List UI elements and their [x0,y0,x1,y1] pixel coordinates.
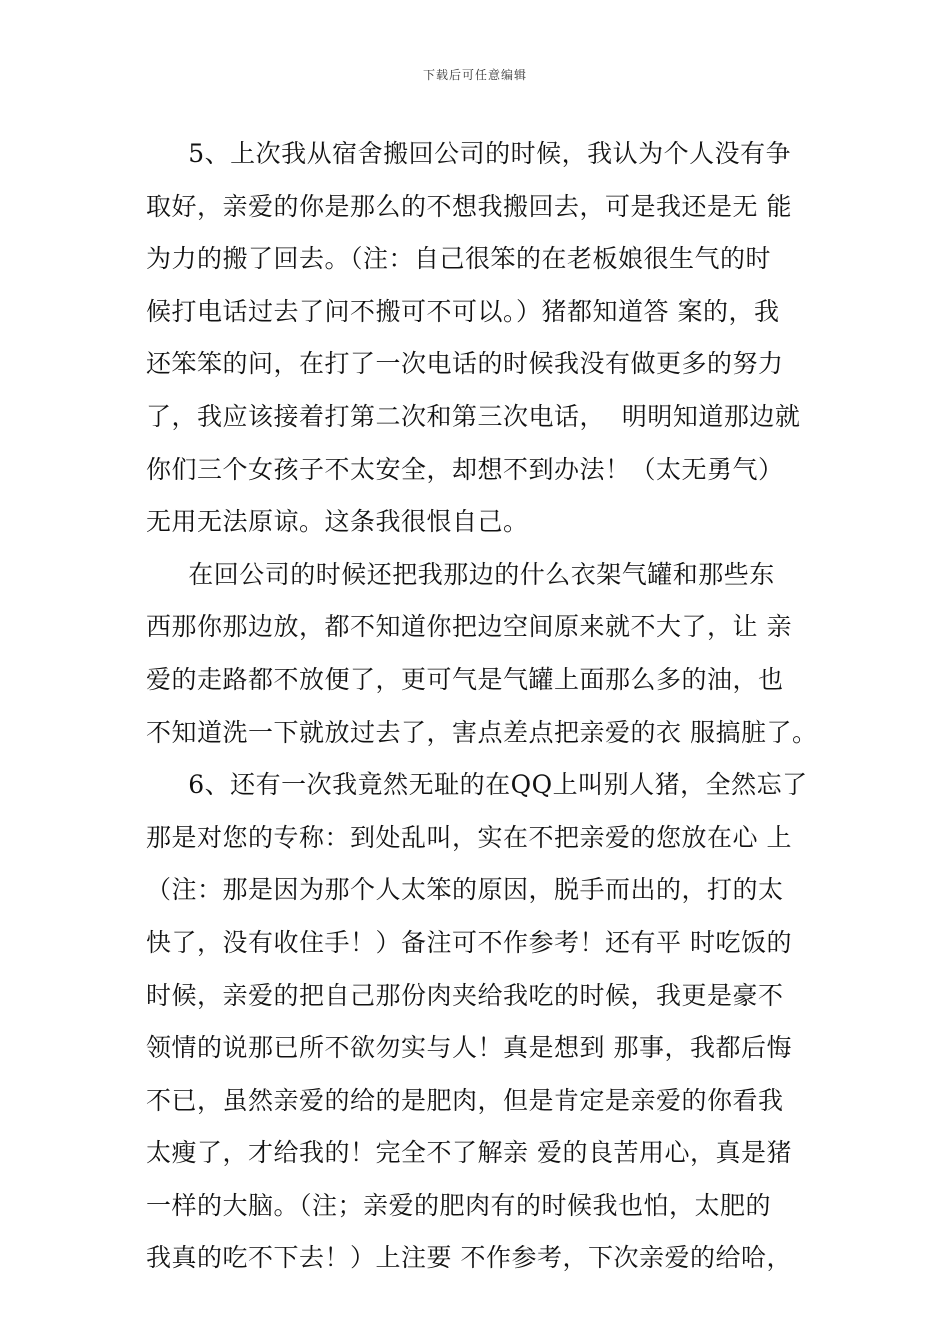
text-line: 爱的走路都不放便了，更可气是气罐上面那么多的油，也 [146,664,784,694]
text-line: 西那你那边放，都不知道你把边空间原来就不大了，让 亲 [146,612,792,642]
text-line: 候打电话过去了问不搬可不可以。）猪都知道答 案的，我 [146,296,780,326]
text-line: 领情的说那已所不欲勿实与人！真是想到 那事，我都后悔 [146,1033,792,1063]
document-body [146,128,818,1285]
text-line: 太瘦了，才给我的！完全不了解亲 爱的良苦用心，真是猪 [146,1138,792,1168]
text-line: 6、还有一次我竟然无耻的在QQ上叫别人猪，全然忘了 [146,770,808,800]
text-line: 在回公司的时候还把我那边的什么衣架气罐和那些东 [146,559,775,589]
text-line: 你们三个女孩子不太安全，却想不到办法！（太无勇气） [146,454,784,484]
text-line: 了，我应该接着打第二次和第三次电话， 明明知道那边就 [146,401,801,431]
text-line: 为力的搬了回去。（注：自己很笨的在老板娘很生气的时 [146,244,772,274]
text-line: 不知道洗一下就放过去了，害点差点把亲爱的衣 服搞脏了。 [146,717,818,747]
text-line: 不已，虽然亲爱的给的是肥肉，但是肯定是亲爱的你看我 [146,1085,784,1115]
text-line: 快了，没有收住手！）备注可不作参考！还有平 时吃饭的 [146,927,792,957]
text-line: 5、上次我从宿舍搬回公司的时候，我认为个人没有争 [146,139,792,168]
text-line: 无用无法原谅。这条我很恨自己。 [146,507,529,537]
text-line: 一样的大脑。（注；亲爱的肥肉有的时候我也怕，太肥的 [146,1190,772,1220]
text-line: 还笨笨的问，在打了一次电话的时候我没有做更多的努力 [146,349,784,379]
page-header: 下载后可任意编辑 [422,68,527,82]
text-line: 那是对您的专称：到处乱叫，实在不把亲爱的您放在心 上 [146,822,792,852]
text-line: 时候，亲爱的把自己那份肉夹给我吃的时候，我更是豪不 [146,980,784,1010]
text-line: 取好，亲爱的你是那么的不想我搬回去，可是我还是无 能 [146,191,792,221]
text-line: （注：那是因为那个人太笨的原因，脱手而出的，打的太 [146,875,784,905]
text-line: 我真的吃不下去！）上注要 不作参考，下次亲爱的给哈， [146,1243,792,1273]
